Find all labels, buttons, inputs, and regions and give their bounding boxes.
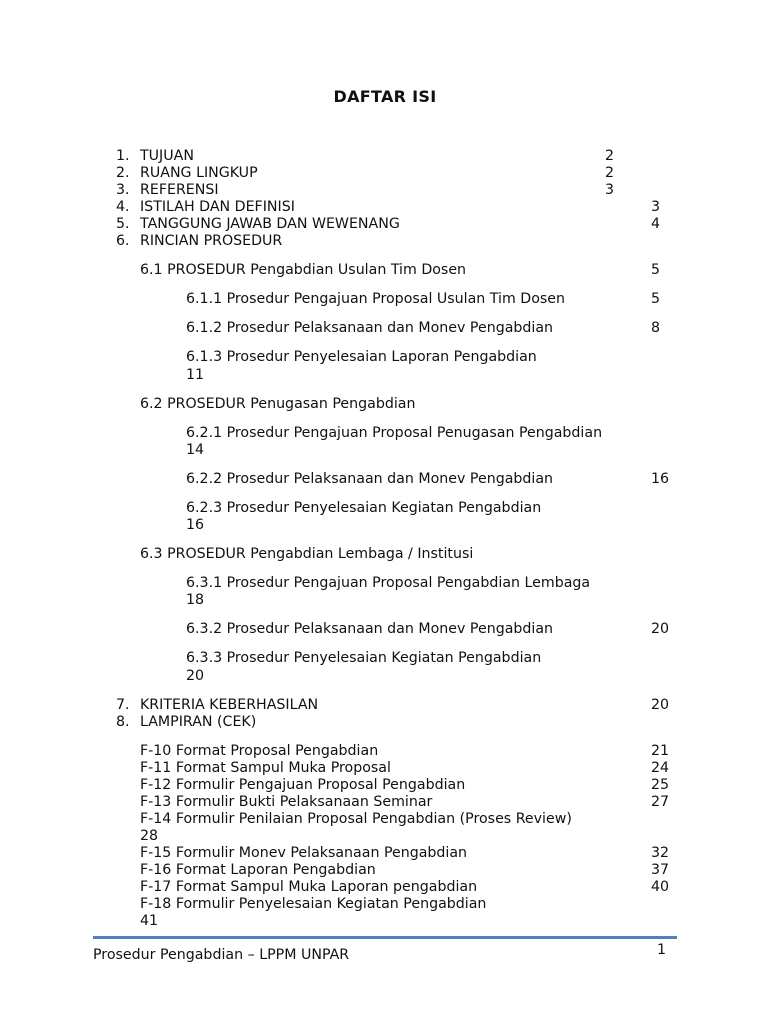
toc-section-6-2: 6.2 PROSEDUR Penugasan Pengabdian (140, 396, 416, 412)
toc-page: 4 (651, 216, 661, 232)
toc-page: 41 (140, 913, 159, 929)
toc-number: 1. (116, 148, 130, 164)
toc-form-entry: F-16 Format Laporan Pengabdian (140, 862, 376, 878)
toc-entry-kriteria: KRITERIA KEBERHASILAN (140, 697, 319, 713)
toc-entry-ruang-lingkup: RUANG LINGKUP (140, 165, 258, 181)
toc-page: 37 (651, 862, 670, 878)
toc-entry-tujuan: TUJUAN (140, 148, 194, 164)
toc-entry-tanggung-jawab: TANGGUNG JAWAB DAN WEWENANG (140, 216, 400, 232)
toc-number: 7. (116, 697, 130, 713)
toc-page: 14 (186, 442, 205, 458)
toc-form-entry: F-17 Format Sampul Muka Laporan pengabdian (140, 879, 478, 895)
toc-form-entry: F-14 Formulir Penilaian Proposal Pengabdian (Proses Review) (140, 811, 572, 827)
toc-entry-referensi: REFERENSI (140, 182, 219, 198)
toc-sub-6-3-3: 6.3.3 Prosedur Penyelesaian Kegiatan Pengabdian (186, 650, 542, 666)
toc-page: 20 (186, 668, 205, 684)
footer-title: Prosedur Pengabdian – LPPM UNPAR (93, 947, 350, 963)
toc-page: 2 (605, 165, 615, 181)
toc-form-entry: F-13 Formulir Bukti Pelaksanaan Seminar (140, 794, 433, 810)
toc-page: 16 (186, 517, 205, 533)
toc-sub-6-2-1: 6.2.1 Prosedur Pengajuan Proposal Penugasan Pengabdian (186, 425, 603, 441)
footer-divider (93, 936, 677, 939)
toc-page: 18 (186, 592, 205, 608)
toc-page: 28 (140, 828, 159, 844)
toc-form-entry: F-12 Formulir Pengajuan Proposal Pengabdian (140, 777, 466, 793)
toc-section-6-1: 6.1 PROSEDUR Pengabdian Usulan Tim Dosen (140, 262, 467, 278)
toc-entry-rincian-prosedur: RINCIAN PROSEDUR (140, 233, 283, 249)
toc-entry-lampiran: LAMPIRAN (CEK) (140, 714, 257, 730)
toc-page: 27 (651, 794, 670, 810)
toc-page: 25 (651, 777, 670, 793)
toc-page: 2 (605, 148, 615, 164)
toc-page: 5 (651, 291, 661, 307)
toc-title: DAFTAR ISI (333, 87, 437, 106)
toc-page: 40 (651, 879, 670, 895)
toc-page: 16 (651, 471, 670, 487)
toc-sub-6-1-2: 6.1.2 Prosedur Pelaksanaan dan Monev Pengabdian (186, 320, 554, 336)
toc-page: 8 (651, 320, 661, 336)
toc-number: 5. (116, 216, 130, 232)
toc-form-entry: F-10 Format Proposal Pengabdian (140, 743, 379, 759)
toc-form-entry: F-11 Format Sampul Muka Proposal (140, 760, 391, 776)
toc-sub-6-3-2: 6.3.2 Prosedur Pelaksanaan dan Monev Pengabdian (186, 621, 554, 637)
toc-form-entry: F-15 Formulir Monev Pelaksanaan Pengabdian (140, 845, 468, 861)
toc-page: 20 (651, 697, 670, 713)
page-number: 1 (657, 942, 667, 958)
toc-sub-6-2-2: 6.2.2 Prosedur Pelaksanaan dan Monev Pengabdian (186, 471, 554, 487)
toc-section-6-3: 6.3 PROSEDUR Pengabdian Lembaga / Institusi (140, 546, 474, 562)
toc-number: 6. (116, 233, 130, 249)
toc-page: 20 (651, 621, 670, 637)
toc-page: 21 (651, 743, 670, 759)
toc-number: 2. (116, 165, 130, 181)
toc-entry-istilah: ISTILAH DAN DEFINISI (140, 199, 295, 215)
toc-page: 3 (651, 199, 661, 215)
toc-number: 3. (116, 182, 130, 198)
toc-page: 11 (186, 367, 205, 383)
toc-number: 8. (116, 714, 130, 730)
toc-number: 4. (116, 199, 130, 215)
toc-sub-6-1-3: 6.1.3 Prosedur Penyelesaian Laporan Pengabdian (186, 349, 537, 365)
toc-page: 32 (651, 845, 670, 861)
toc-sub-6-1-1: 6.1.1 Prosedur Pengajuan Proposal Usulan Tim Dosen (186, 291, 566, 307)
toc-form-entry: F-18 Formulir Penyelesaian Kegiatan Pengabdian (140, 896, 487, 912)
toc-page: 3 (605, 182, 615, 198)
toc-sub-6-3-1: 6.3.1 Prosedur Pengajuan Proposal Pengabdian Lembaga (186, 575, 591, 591)
toc-page: 5 (651, 262, 661, 278)
toc-page: 24 (651, 760, 670, 776)
toc-sub-6-2-3: 6.2.3 Prosedur Penyelesaian Kegiatan Pengabdian (186, 500, 542, 516)
